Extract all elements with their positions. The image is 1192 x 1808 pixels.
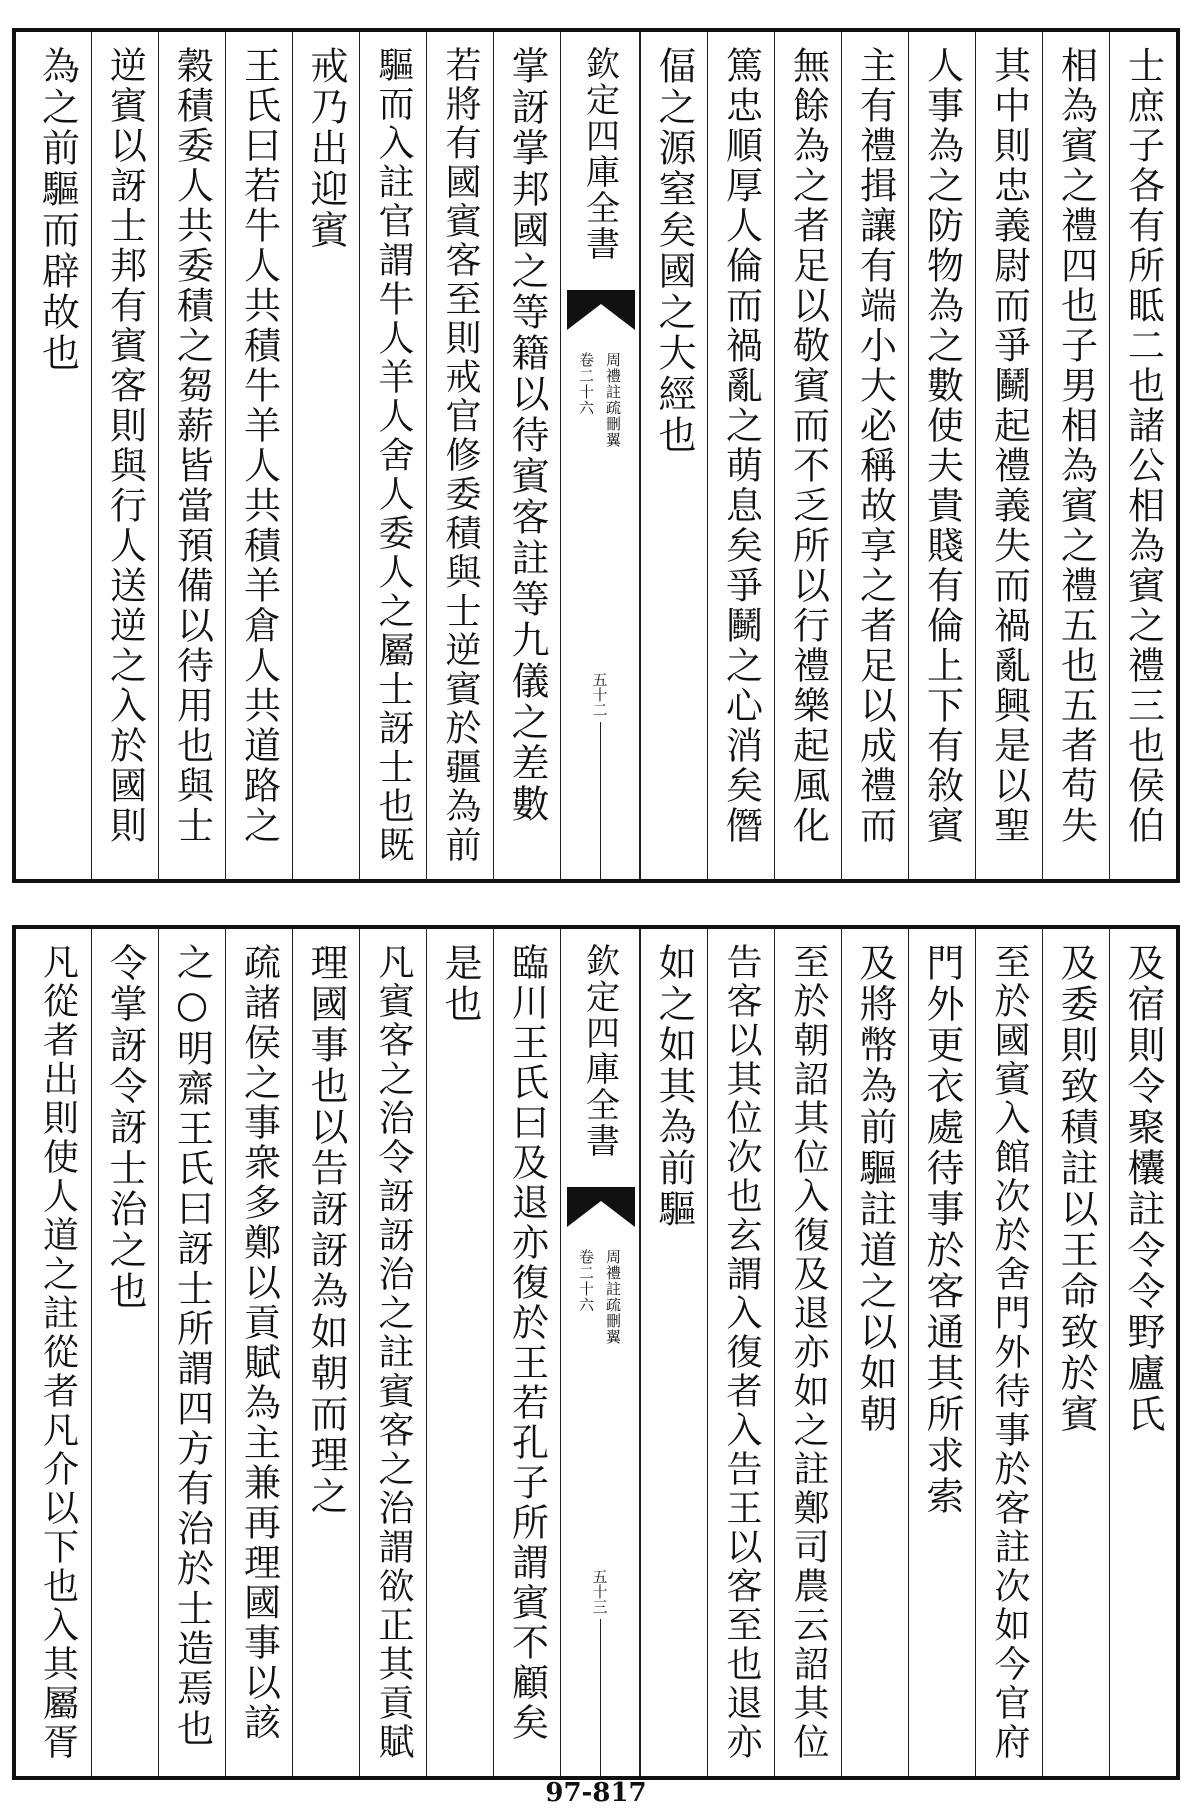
column-text: 如之如其為前驅: [652, 943, 696, 1230]
text-column: [774, 929, 841, 1776]
text-column: [426, 32, 493, 879]
column-text: 戒乃出迎賓: [304, 46, 348, 251]
column-text: 凡從者出則使人道之註從者凡介以下也入其屬胥: [37, 943, 79, 1762]
text-column: [1109, 32, 1176, 879]
text-column: [1042, 929, 1109, 1776]
column-text: 告客以其位次也玄謂入復者入告王以客至也退亦: [721, 943, 762, 1762]
text-column: [841, 929, 908, 1776]
column-text: 至於國賓入館次於舍門外待事於客註次如今官府: [989, 943, 1030, 1762]
page-number: 五十二: [590, 672, 609, 717]
text-column: [1109, 929, 1176, 1776]
text-column: [225, 32, 292, 879]
text-column: [426, 929, 493, 1776]
column-text: 及將幣為前驅註道之以如朝: [853, 943, 897, 1435]
column-text: 之○明齋王氏曰訝士所謂四方有治於士造焉也: [170, 943, 214, 1749]
text-column: [493, 32, 560, 879]
column-text: 士庶子各有所眡二也諸公相為賓之禮三也侯伯: [1121, 46, 1165, 846]
column-text: 相為賓之禮四也子男相為賓之禮五也五者苟失: [1054, 46, 1098, 846]
text-column: [158, 32, 225, 879]
text-column: [91, 32, 158, 879]
text-column: [908, 32, 975, 879]
center-fold: [560, 929, 640, 1776]
column-text: 令掌訝令訝士治之也: [103, 943, 147, 1312]
column-text: 門外更衣處待事於客通其所求索: [920, 943, 964, 1517]
text-column: [292, 929, 359, 1776]
column-text: 逆賓以訝士邦有賓客則與行人送逆之入於國則: [103, 46, 147, 846]
center-fold: [560, 32, 640, 879]
text-column: [707, 32, 774, 879]
center-meta: [576, 1249, 624, 1345]
library-title: 欽定四庫全書: [579, 943, 620, 1159]
bottom-page: [12, 925, 1180, 1780]
column-text: 驅而入註官謂牛人羊人舍人委人之屬士訝士也既: [373, 46, 414, 865]
book-title: 周禮註疏刪翼: [604, 1249, 622, 1345]
column-text: 是也: [438, 943, 482, 1025]
text-column: [975, 32, 1042, 879]
footer-page-reference: 97-817: [545, 1778, 647, 1808]
fold-line: [600, 1619, 601, 1776]
text-column: [841, 32, 908, 879]
top-page: [12, 28, 1180, 883]
text-column: [493, 929, 560, 1776]
column-text: 及委則致積註以王命致於賓: [1054, 943, 1098, 1435]
column-text: 理國事也以告訝訝為如朝而理之: [304, 943, 348, 1517]
fold-line: [600, 722, 601, 879]
column-text: 偪之源窒矣國之大經也: [652, 46, 696, 456]
column-text: 人事為之防物為之數使夫貴賤有倫上下有敘賓: [920, 46, 964, 846]
text-column: [24, 929, 91, 1776]
column-text: 若將有國賓客至則戒官修委積與士逆賓於疆為前: [440, 46, 481, 865]
text-column: [24, 32, 91, 879]
text-column: [292, 32, 359, 879]
column-text: 穀積委人共委積之芻薪皆當預備以待用也與士: [170, 46, 214, 846]
column-text: 凡賓客之治令訝訝治之註賓客之治謂欲正其貢賦: [373, 943, 414, 1762]
column-text: 王氏曰若牛人共積牛羊人共積羊倉人共道路之: [237, 46, 281, 846]
text-column: [640, 929, 707, 1776]
text-column: [359, 929, 426, 1776]
book-title: 周禮註疏刪翼: [604, 352, 622, 448]
column-text: 掌訝掌邦國之等籍以待賓客註等九儀之差數: [505, 46, 549, 825]
volume-label: 卷二十六: [577, 1249, 595, 1313]
column-text: 臨川王氏曰及退亦復於王若孔子所謂賓不顧矣: [505, 943, 549, 1743]
text-column: [707, 929, 774, 1776]
text-column: [91, 929, 158, 1776]
text-column: [908, 929, 975, 1776]
column-text: 無餘為之者足以敬賓而不乏所以行禮樂起風化: [786, 46, 830, 846]
text-column: [975, 929, 1042, 1776]
column-text: 篤忠順厚人倫而禍亂之萌息矣爭鬭之心消矣僭: [719, 46, 763, 846]
column-text: 為之前驅而辟故也: [35, 46, 80, 374]
column-text: 主有禮揖讓有端小大必稱故享之者足以成禮而: [853, 46, 897, 846]
text-column: [225, 929, 292, 1776]
fishtail-mark-icon: [567, 1187, 635, 1227]
center-meta: [576, 352, 624, 448]
column-text: 至於朝詔其位入復及退亦如之註鄭司農云詔其位: [788, 943, 829, 1762]
text-column: [158, 929, 225, 1776]
text-column: [640, 32, 707, 879]
column-text: 疏諸侯之事衆多鄭以貢賦為主兼再理國事以該: [237, 943, 281, 1743]
column-text: 及宿則令聚欜註令令野廬氏: [1121, 943, 1165, 1435]
text-column: [359, 32, 426, 879]
text-column: [1042, 32, 1109, 879]
text-column: [774, 32, 841, 879]
page-number: 五十三: [590, 1569, 609, 1614]
library-title: 欽定四庫全書: [579, 46, 620, 262]
fishtail-mark-icon: [567, 290, 635, 330]
column-text: 其中則忠義尉而爭鬭起禮義失而禍亂興是以聖: [987, 46, 1031, 846]
volume-label: 卷二十六: [577, 352, 595, 416]
